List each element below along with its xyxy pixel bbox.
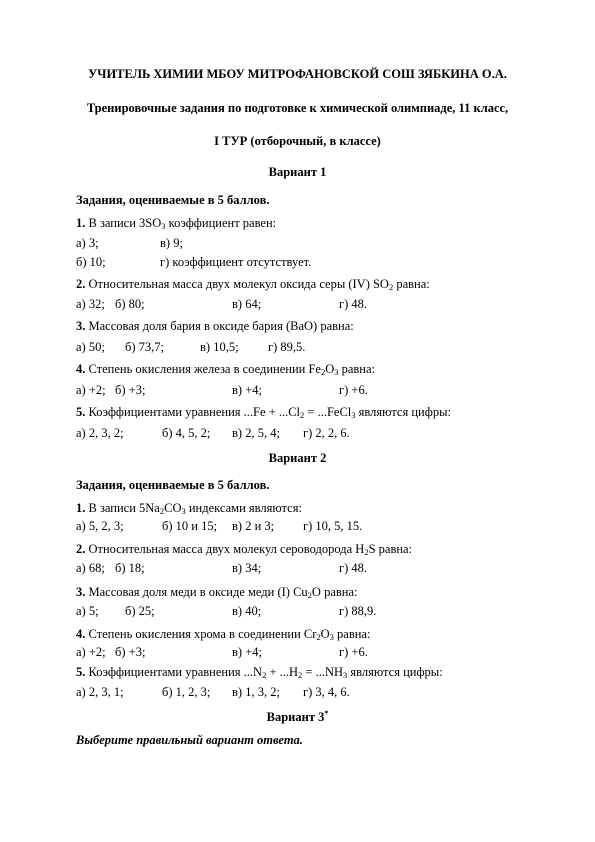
answer-option: г) 48.: [339, 561, 368, 575]
answer-option: а) 5, 2, 3;: [76, 519, 124, 533]
answer-option: г) 10, 5, 15.: [303, 519, 363, 533]
question-number: 3.: [76, 319, 86, 333]
subscript: 3: [351, 410, 356, 420]
question-text: = ...NH: [302, 665, 344, 679]
variant-2-title: Вариант 2: [268, 451, 327, 465]
question-text: Коэффициентами уравнения ...N: [85, 665, 263, 679]
variant-1-section: Задания, оцениваемые в 5 баллов.: [76, 193, 270, 207]
question-number: 1.: [76, 216, 86, 230]
answer-option: б) 10 и 15;: [162, 519, 218, 533]
answer-option: а) +2;: [76, 383, 106, 397]
subscript: 2: [159, 506, 165, 516]
variant-3-instruction: Выберите правильный вариант ответа.: [76, 733, 303, 747]
question-text: коэффициент равен:: [165, 216, 277, 230]
question-text: O равна:: [311, 585, 358, 599]
v2-question-5: [76, 665, 595, 680]
answer-option: б) 1, 2, 3;: [162, 685, 211, 699]
answer-option: б) +3;: [115, 383, 146, 397]
question-number: 3.: [76, 585, 86, 599]
question-number: 5.: [76, 405, 86, 419]
v1-question-2: [76, 277, 595, 292]
question-text: CO: [164, 501, 182, 515]
question-text: равна:: [393, 277, 430, 291]
v2-question-3: [76, 585, 595, 600]
v2-question-2: [76, 542, 595, 557]
question-text: являются цифры:: [355, 405, 451, 419]
subscript: 2: [364, 547, 369, 557]
question-text: + ...H: [266, 665, 299, 679]
question-text: S равна:: [368, 542, 413, 556]
answer-option: г) 89,5.: [268, 340, 306, 354]
answer-option: а) 3;: [76, 236, 99, 250]
answer-option: б) 18;: [115, 561, 145, 575]
answer-option: г) коэффициент отсутствует.: [160, 255, 312, 269]
question-text: = ...FeCl: [304, 405, 352, 419]
subscript: 2: [316, 632, 321, 642]
answer-option: а) 5;: [76, 604, 99, 618]
answer-option: а) 32;: [76, 297, 105, 311]
answer-option: в) +4;: [232, 645, 262, 659]
question-text: Массовая доля бария в оксиде бария (BaO) равна:: [85, 319, 354, 333]
answer-option: б) 25;: [125, 604, 155, 618]
question-text: Относительная масса двух молекул сероводорода H: [85, 542, 365, 556]
question-text: O: [325, 362, 335, 376]
subscript: 2: [300, 410, 305, 420]
v1-question-3: [76, 319, 595, 334]
subscript: 3: [334, 367, 339, 377]
subscript: 3: [329, 632, 334, 642]
question-text: Коэффициентами уравнения ...Fe + ...Cl: [85, 405, 301, 419]
answer-option: в) 9;: [160, 236, 183, 250]
answer-option: б) 4, 5, 2;: [162, 426, 211, 440]
subscript: 2: [388, 282, 394, 292]
question-number: 4.: [76, 627, 86, 641]
question-number: 2.: [76, 542, 86, 556]
answer-option: г) 3, 4, 6.: [303, 685, 350, 699]
v2-question-4: [76, 627, 595, 642]
question-text: индексами являются:: [185, 501, 302, 515]
subscript: 3: [161, 221, 166, 231]
answer-option: б) 80;: [115, 297, 145, 311]
answer-option: в) 64;: [232, 297, 262, 311]
answer-option: в) +4;: [232, 383, 262, 397]
answer-option: в) 10,5;: [200, 340, 239, 354]
answer-option: в) 34;: [232, 561, 262, 575]
question-text: Массовая доля меди в оксиде меди (I) Cu: [85, 585, 308, 599]
question-text: равна:: [333, 627, 371, 641]
v1-question-5: [76, 405, 595, 420]
answer-option: б) 10;: [76, 255, 106, 269]
answer-option: а) 50;: [76, 340, 105, 354]
variant-3-title: [0, 710, 595, 725]
variant-3-title-text: Вариант 3: [266, 710, 325, 724]
answer-option: г) 88,9.: [339, 604, 377, 618]
question-number: 5.: [76, 665, 86, 679]
answer-option: г) 2, 2, 6.: [303, 426, 350, 440]
subscript: 3: [181, 506, 186, 516]
v1-question-1: [76, 216, 595, 231]
answer-option: б) +3;: [115, 645, 146, 659]
answer-option: б) 73,7;: [125, 340, 164, 354]
tour-title: I ТУР (отборочный, в классе): [214, 134, 381, 148]
question-number: 2.: [76, 277, 86, 291]
question-number: 4.: [76, 362, 86, 376]
question-number: 1.: [76, 501, 86, 515]
v1-question-4: [76, 362, 595, 377]
answer-option: г) 48.: [339, 297, 368, 311]
subscript: 2: [298, 670, 303, 680]
asterisk-mark: *: [324, 709, 329, 718]
answer-option: г) +6.: [339, 645, 368, 659]
teacher-heading: УЧИТЕЛЬ ХИМИИ МБОУ МИТРОФАНОВСКОЙ СОШ ЗЯБКИНА О.А.: [88, 67, 507, 81]
question-text: равна:: [338, 362, 376, 376]
v2-question-1: [76, 501, 595, 516]
subscript: 2: [262, 670, 267, 680]
answer-option: в) 40;: [232, 604, 262, 618]
variant-2-section: Задания, оцениваемые в 5 баллов.: [76, 478, 270, 492]
variant-1-title: Вариант 1: [268, 165, 327, 179]
question-text: Относительная масса двух молекул оксида серы (IV) SO: [85, 277, 389, 291]
question-text: являются цифры:: [347, 665, 443, 679]
question-text: O: [320, 627, 330, 641]
subscript: 2: [307, 590, 312, 600]
answer-option: г) +6.: [339, 383, 368, 397]
question-text: В записи 3SO: [85, 216, 162, 230]
subscript: 2: [320, 367, 326, 377]
answer-option: в) 2 и 3;: [232, 519, 275, 533]
answer-option: в) 2, 5, 4;: [232, 426, 280, 440]
question-text: Степень окисления железа в соединении Fe: [85, 362, 321, 376]
subscript: 3: [343, 670, 348, 680]
question-text: Степень окисления хрома в соединении Cr: [85, 627, 317, 641]
question-text: В записи 5Na: [85, 501, 160, 515]
answer-option: а) +2;: [76, 645, 106, 659]
answer-option: в) 1, 3, 2;: [232, 685, 280, 699]
document-subtitle: Тренировочные задания по подготовке к химической олимпиаде, 11 класс,: [86, 101, 509, 115]
answer-option: а) 2, 3, 1;: [76, 685, 124, 699]
answer-option: а) 2, 3, 2;: [76, 426, 124, 440]
answer-option: а) 68;: [76, 561, 105, 575]
